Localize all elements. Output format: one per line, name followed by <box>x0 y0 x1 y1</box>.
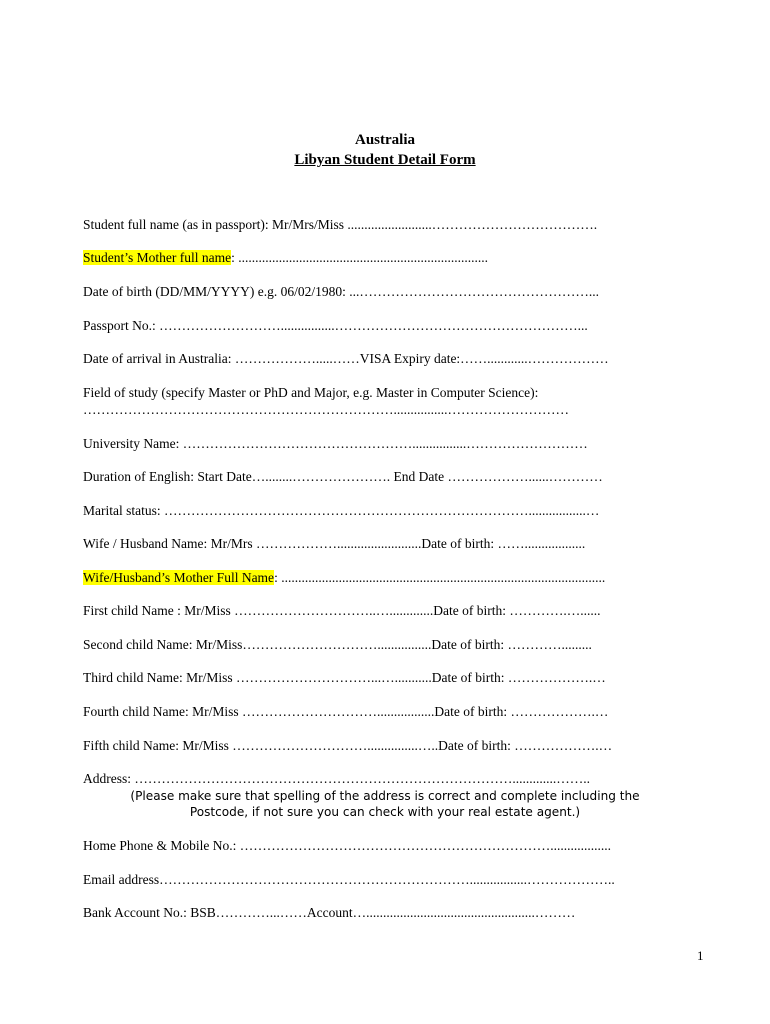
address-note-line1: (Please make sure that spelling of the address is correct and complete including the <box>130 788 640 803</box>
fifth-child-field: Fifth child Name: Mr/Miss …………………………...............…..Date of birth: ……………….… <box>83 738 613 753</box>
student-mother-name-label: Student’s Mother full name <box>83 250 232 265</box>
email-field: Email address…………………………………………………………….................……………….. <box>83 872 615 887</box>
field-of-study-label: Field of study (specify Master or PhD and Major, e.g. Master in Computer Science): <box>83 385 539 400</box>
bank-account-field: Bank Account No.: BSB…………...……Account…..................................................……… <box>83 905 576 920</box>
university-name-field: University Name: ……………………………………………................……………………… <box>83 436 588 451</box>
student-full-name-field: Student full name (as in passport): Mr/Mrs/Miss .........................………………………………. <box>83 217 598 232</box>
address-field: Address: ………………………………………………………………………….............…….. <box>83 771 590 786</box>
student-mother-name-blank: : .......................................................................... <box>231 250 488 265</box>
student-mother-name-field <box>83 250 488 266</box>
spouse-mother-name-blank: : ................................................................................................ <box>274 570 606 585</box>
date-of-birth-field: Date of birth (DD/MM/YYYY) e.g. 06/02/1980: ...……………………………………………... <box>83 284 599 299</box>
document-title-form: Libyan Student Detail Form <box>294 152 476 168</box>
spouse-mother-name-label: Wife/Husband’s Mother Full Name <box>83 570 275 585</box>
first-child-field: First child Name : Mr/Miss …………………………..….............Date of birth: ………….…...... <box>83 603 601 618</box>
document-title-country: Australia <box>355 132 415 148</box>
field-of-study-blank: ……………………………………………………………................……………………… <box>83 402 569 417</box>
english-duration-field: Duration of English: Start Date…........…………………. End Date ………………......………… <box>83 469 603 484</box>
spouse-mother-name-field <box>83 570 605 586</box>
arrival-visa-field: Date of arrival in Australia: ……………….....……VISA Expiry date:……............……………… <box>83 351 609 366</box>
marital-status-field: Marital status: ……………………………………………………………………….................… <box>83 503 600 518</box>
third-child-field: Third child Name: Mr/Miss …………………………...…...........Date of birth: ……………….… <box>83 670 606 685</box>
page-number: 1 <box>697 948 704 963</box>
second-child-field: Second child Name: Mr/Miss…………………………................Date of birth: …………......... <box>83 637 592 652</box>
passport-number-field: Passport No.: ………………………................………………………………………………... <box>83 318 588 333</box>
address-note-line2: Postcode, if not sure you can check with your real estate agent.) <box>189 804 581 819</box>
phone-field: Home Phone & Mobile No.: …………………………………………………………….................. <box>83 838 611 853</box>
spouse-name-field: Wife / Husband Name: Mr/Mrs ……………….........................Date of birth: …….................. <box>83 536 586 551</box>
fourth-child-field: Fourth child Name: Mr/Miss ………………………….................Date of birth: ……………….… <box>83 704 609 719</box>
